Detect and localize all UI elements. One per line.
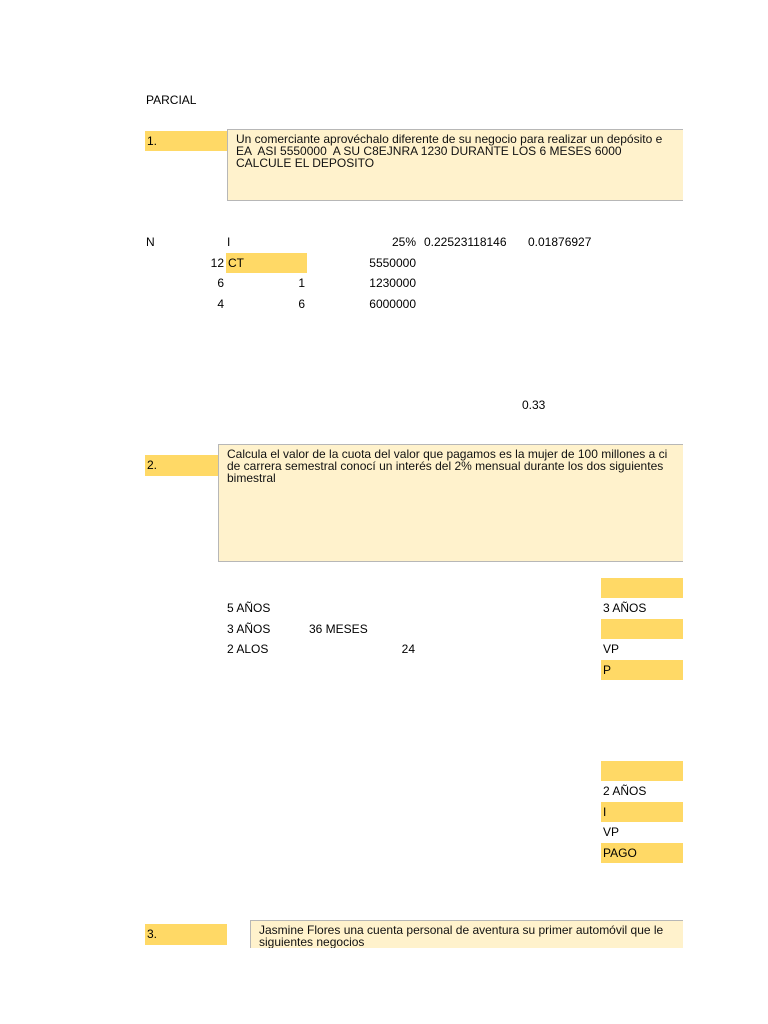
q1-ct-label: CT [228, 256, 244, 270]
q1-row3-n: 6 [217, 276, 224, 290]
q1-rate-value-1: 0.22523118146 [424, 235, 507, 249]
q1-i-label: I [227, 235, 231, 249]
q2-right1-header-cell [601, 578, 683, 598]
page-title: PARCIAL [146, 93, 197, 107]
q2-right2-pago-cell [601, 843, 683, 863]
q1-row2-value: 5550000 [369, 256, 416, 270]
q1-number-cell [145, 131, 227, 151]
q1-row4-value: 6000000 [369, 297, 416, 311]
q2-right2-vp: VP [603, 825, 620, 839]
q1-text: Un comerciante aprovéchalo diferente de su negocio para realizar un depósito e EA ASI 5550000 A SU C8EJNRA 1230 DURANTE LOS 6 MESES 6000 CALCULE EL DEPOSITO [236, 132, 663, 170]
q1-row4-m: 6 [298, 297, 305, 311]
q1-ct-cell [226, 253, 307, 273]
q2-right2-i-cell [601, 802, 683, 822]
q2-right1-vp: VP [603, 642, 620, 656]
q3-number: 3. [147, 927, 158, 941]
q1-row4-n: 4 [217, 297, 224, 311]
q2-right1-empty-cell [601, 619, 683, 639]
q1-rate-pct: 25% [391, 235, 416, 249]
q3-textbox [250, 920, 683, 948]
q2-textbox [218, 444, 683, 562]
q1-number: 1. [147, 134, 158, 148]
q2-row3-c: 24 [401, 642, 415, 656]
q1-row3-m: 1 [298, 276, 305, 290]
q3-number-cell [145, 924, 227, 945]
q1-extra-value: 0.33 [522, 398, 546, 412]
q2-number-cell [145, 455, 219, 476]
q1-row3-value: 1230000 [369, 276, 416, 290]
q2-right2-years: 2 AÑOS [603, 784, 647, 798]
q2-right1-p: P [603, 663, 612, 677]
q2-row2-a: 3 AÑOS [227, 622, 271, 636]
q2-right2-pago: PAGO [603, 846, 637, 860]
q2-right2-i: I [603, 805, 607, 819]
q3-text: Jasmine Flores una cuenta personal de aventura su primer automóvil que le siguientes negocios [259, 923, 664, 948]
q2-text: Calcula el valor de la cuota del valor que pagamos es la mujer de 100 millones a ci de carrera semestral conocí un interés del 2% mensual durante los dos siguientes bimestral [227, 447, 668, 485]
q2-right1-p-cell [601, 660, 683, 680]
q2-row2-b: 36 MESES [309, 622, 368, 636]
q1-n-label: N [146, 235, 155, 249]
q1-row2-n: 12 [210, 256, 224, 270]
q2-right2-header-cell [601, 761, 683, 781]
q2-right1-years: 3 AÑOS [603, 601, 647, 615]
q1-textbox [227, 129, 683, 201]
q2-row1-a: 5 AÑOS [227, 601, 271, 615]
q1-rate-value-2: 0.01876927 [528, 235, 592, 249]
q2-number: 2. [147, 458, 158, 472]
q2-row3-a: 2 ALOS [227, 642, 269, 656]
